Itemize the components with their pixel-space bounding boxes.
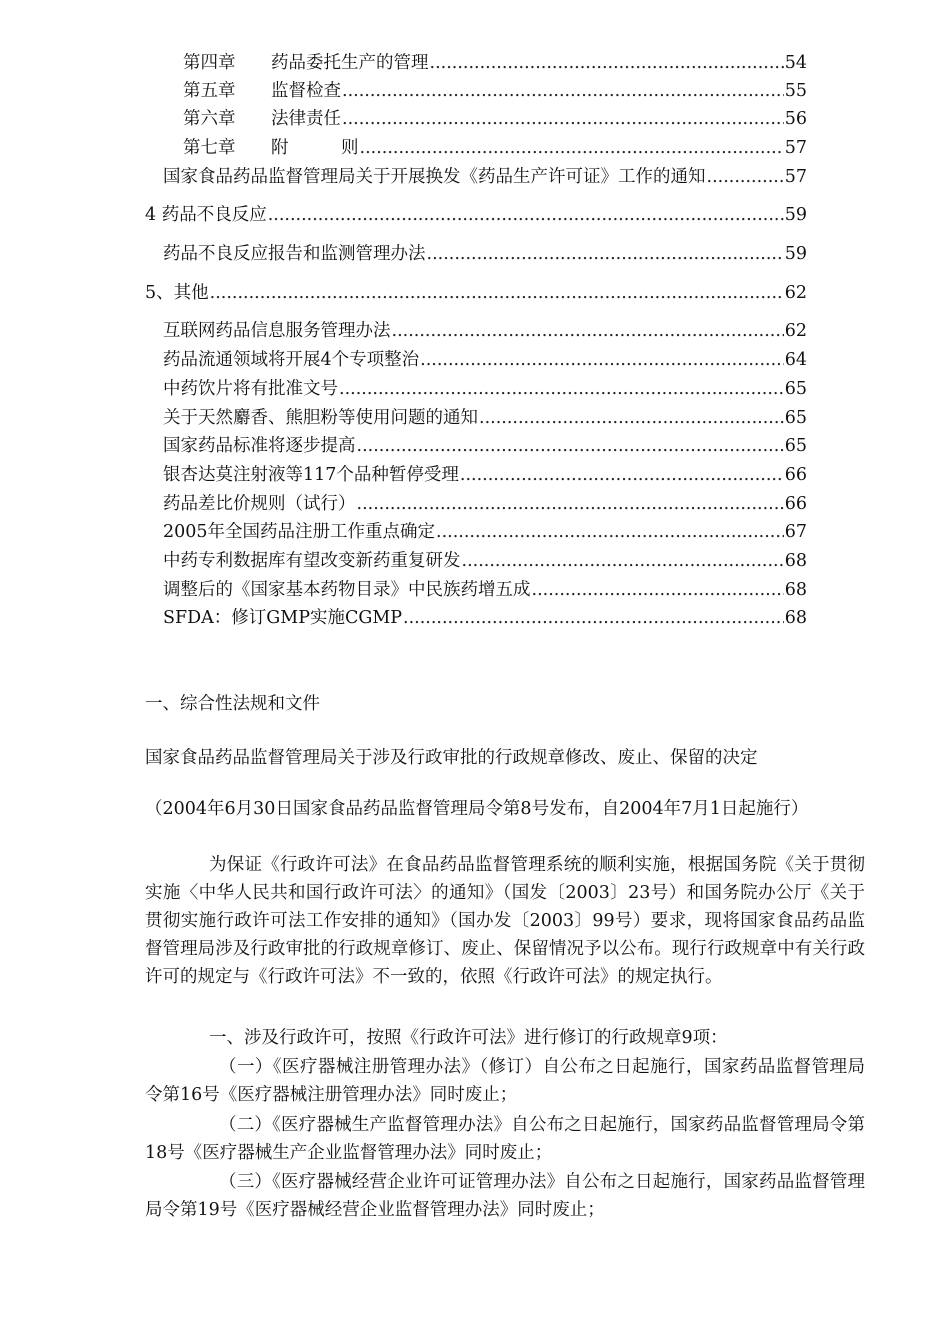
- chapter-number: 第四章: [183, 53, 236, 73]
- dot-leader: [357, 491, 784, 517]
- toc-entry[interactable]: [163, 491, 807, 517]
- toc-section-5[interactable]: [145, 280, 807, 306]
- page-number: 65: [784, 379, 807, 399]
- toc-title: 药品流通领域将开展4个专项整治: [163, 350, 420, 370]
- page-number: 57: [784, 138, 807, 158]
- dot-leader: [427, 241, 784, 267]
- dot-leader: [479, 405, 784, 431]
- intro-paragraph: 为保证《行政许可法》在食品药品监督管理系统的顺利实施，根据国务院《关于贯彻实施〈中华人民共和国行政许可法〉的通知》（国发〔2003〕23号）和国务院办公厅《关于贯彻实施行政许可法工作安排的通知》（国办发〔2003〕99号）要求，现将国家食品药品监督管理局涉及行政审批的行政规章修订、废止、保留情况予以公布。现行行政规章中有关行政许可的规定与《行政许可法》不一致的，依照《行政许可法》的规定执行。: [145, 855, 865, 987]
- section-heading: 一、综合性法规和文件: [145, 694, 320, 714]
- page-number: 68: [784, 608, 807, 628]
- document-title: 国家食品药品监督管理局关于涉及行政审批的行政规章修改、废止、保留的决定: [145, 748, 758, 768]
- toc-title: 药品差比价规则（试行）: [163, 494, 356, 514]
- page-number: 62: [784, 283, 807, 303]
- dot-leader: [392, 318, 784, 344]
- toc-entry[interactable]: [163, 548, 807, 574]
- dot-leader: [210, 280, 784, 306]
- chapter-number: 第七章: [183, 138, 236, 158]
- page-number: 65: [784, 436, 807, 456]
- chapter-number: 第五章: [183, 81, 236, 101]
- page-number: 54: [784, 53, 807, 73]
- toc-title: 2005年全国药品注册工作重点确定: [163, 522, 436, 542]
- toc-entry[interactable]: [163, 318, 807, 344]
- chapter-title: 附 则: [271, 138, 359, 158]
- toc-entry-chapter-6[interactable]: [183, 106, 807, 132]
- dot-leader: [460, 462, 784, 488]
- toc-title: 5、其他: [145, 283, 209, 303]
- toc-entry[interactable]: [163, 605, 807, 631]
- page-number: 59: [784, 244, 807, 264]
- page-number: 68: [784, 580, 807, 600]
- toc-entry-chapter-7[interactable]: [183, 135, 807, 161]
- dot-leader: [339, 376, 784, 402]
- dot-leader: [430, 50, 784, 76]
- chapter-title: 药品委托生产的管理: [271, 53, 429, 73]
- issued-note: （2004年6月30日国家食品药品监督管理局令第8号发布，自2004年7月1日起施行）: [145, 799, 809, 819]
- dot-leader: [532, 577, 784, 603]
- chapter-number: 第六章: [183, 109, 236, 129]
- dot-leader: [436, 519, 784, 545]
- page-number: 55: [784, 81, 807, 101]
- toc-entry[interactable]: [163, 519, 807, 545]
- rule-item-2: （二）《医疗器械生产监督管理办法》自公布之日起施行，国家药品监督管理局令第18号《医疗器械生产企业监督管理办法》同时废止；: [145, 1115, 865, 1163]
- toc-entry-chapter-4[interactable]: [183, 50, 807, 76]
- toc-title: 互联网药品信息服务管理办法: [163, 321, 391, 341]
- page-number: 65: [784, 408, 807, 428]
- toc-title: 国家食品药品监督管理局关于开展换发《药品生产许可证》工作的通知: [163, 167, 706, 187]
- toc-entry-adr-measures[interactable]: [163, 241, 807, 267]
- dot-leader: [462, 548, 784, 574]
- toc-entry[interactable]: [163, 462, 807, 488]
- toc-entry-notice[interactable]: [163, 164, 807, 190]
- toc-section-4[interactable]: [145, 202, 807, 228]
- page-number: 66: [784, 494, 807, 514]
- toc-entry[interactable]: [163, 405, 807, 431]
- page-number: 67: [784, 522, 807, 542]
- dot-leader: [360, 135, 784, 161]
- page-number: 68: [784, 551, 807, 571]
- dot-leader: [342, 78, 784, 104]
- toc-title: 中药饮片将有批准文号: [163, 379, 338, 399]
- chapter-title: 法律责任: [271, 109, 341, 129]
- toc-entry[interactable]: [163, 376, 807, 402]
- dot-leader: [357, 433, 784, 459]
- toc-entry[interactable]: [163, 347, 807, 373]
- chapter-title: 监督检查: [271, 81, 341, 101]
- dot-leader: [268, 202, 784, 228]
- toc-title: 国家药品标准将逐步提高: [163, 436, 356, 456]
- page-number: 66: [784, 465, 807, 485]
- rule-item-1: （一）《医疗器械注册管理办法》（修订）自公布之日起施行，国家药品监督管理局令第16号《医疗器械注册管理办法》同时废止；: [145, 1057, 865, 1105]
- item-heading: 一、涉及行政许可，按照《行政许可法》进行修订的行政规章9项：: [209, 1028, 728, 1048]
- rule-item-3: （三）《医疗器械经营企业许可证管理办法》自公布之日起施行，国家药品监督管理局令第19号《医疗器械经营企业监督管理办法》同时废止；: [145, 1172, 865, 1220]
- page-number: 59: [784, 205, 807, 225]
- toc-title: 关于天然麝香、熊胆粉等使用问题的通知: [163, 408, 478, 428]
- dot-leader: [403, 605, 784, 631]
- toc-title: 4 药品不良反应: [145, 205, 267, 225]
- toc-entry-chapter-5[interactable]: [183, 78, 807, 104]
- toc-entry[interactable]: [163, 433, 807, 459]
- dot-leader: [342, 106, 784, 132]
- page-number: 56: [784, 109, 807, 129]
- page-number: 62: [784, 321, 807, 341]
- toc-title: 中药专利数据库有望改变新药重复研发: [163, 551, 461, 571]
- toc-title: 银杏达莫注射液等117个品种暂停受理: [163, 465, 459, 485]
- page-number: 64: [784, 350, 807, 370]
- toc-entry[interactable]: [163, 577, 807, 603]
- toc-title: SFDA：修订GMP实施CGMP: [163, 608, 403, 628]
- dot-leader: [420, 347, 784, 373]
- toc-title: 调整后的《国家基本药物目录》中民族药增五成: [163, 580, 531, 600]
- page-number: 57: [784, 167, 807, 187]
- dot-leader: [707, 164, 784, 190]
- toc-title: 药品不良反应报告和监测管理办法: [163, 244, 426, 264]
